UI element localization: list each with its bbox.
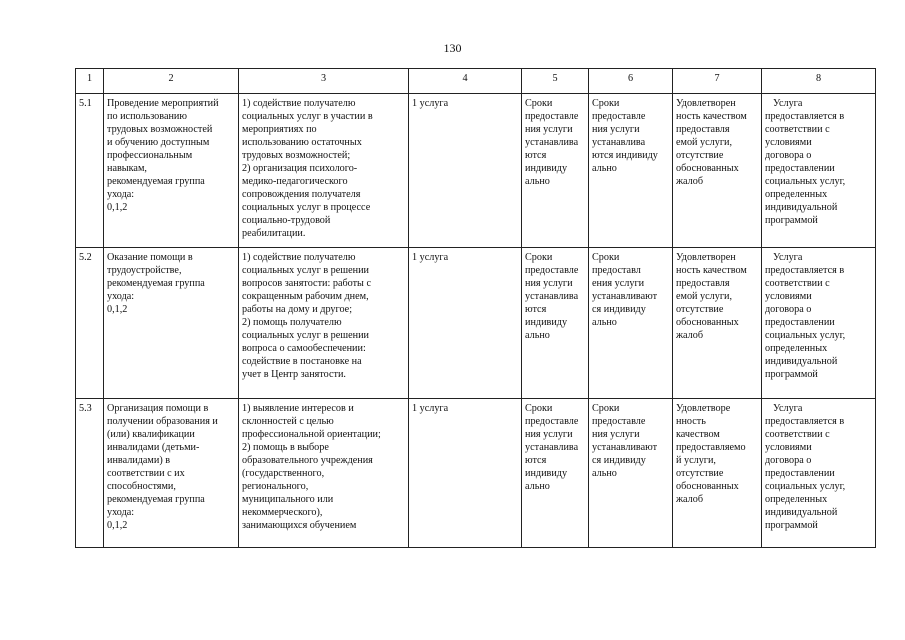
cell-text-line: учет в Центр занятости. — [242, 369, 346, 380]
cell-text-line: мероприятиях по — [242, 124, 317, 135]
row-number-cell: 5.2 — [76, 248, 104, 399]
cell-text-line: вопросов занятости: работы с — [242, 278, 371, 289]
cell-text-line: (или) квалификации — [107, 429, 195, 440]
cell-text-line: индивидуальной — [765, 202, 838, 213]
cell-text-line: емой услуги, — [676, 137, 733, 148]
cell-text-line: ния услуги — [525, 124, 573, 135]
cell-text-line: ния услуги — [525, 278, 573, 289]
cell-text-line: условиями — [765, 291, 812, 302]
service-content-cell — [239, 399, 409, 548]
cell-text-line: склонностей с целью — [242, 416, 334, 427]
cell-text-line: Проведение мероприятий — [107, 98, 219, 109]
service-term-cell — [522, 94, 589, 248]
table-row — [76, 248, 876, 399]
service-condition-cell — [762, 94, 876, 248]
cell-text-line: ально — [592, 317, 617, 328]
cell-text-line: предоставле — [525, 265, 579, 276]
cell-text-line: получении образования и — [107, 416, 218, 427]
cell-text-line: сопровождения получателя — [242, 189, 361, 200]
cell-text-line: по использованию — [107, 111, 187, 122]
cell-text-line: профессиональной ориентации; — [242, 429, 381, 440]
cell-text-line: предоставлении — [765, 317, 835, 328]
cell-text-line: ются — [525, 455, 547, 466]
service-volume-cell — [409, 94, 522, 248]
cell-text-line: предоставляется в — [765, 111, 845, 122]
quality-indicator-cell — [673, 399, 762, 548]
cell-text-line: Сроки — [592, 403, 620, 414]
cell-text-line: социально-трудовой — [242, 215, 331, 226]
quality-indicator-cell — [673, 248, 762, 399]
cell-text-line: й услуги, — [676, 455, 716, 466]
cell-text-line: Услуга — [773, 403, 803, 414]
header-cell: 6 — [589, 69, 673, 94]
cell-text-line: отсутствие — [676, 468, 724, 479]
cell-text-line: профессиональным — [107, 150, 193, 161]
cell-text-line: социальных услуг, — [765, 330, 846, 341]
cell-text-line: предоставл — [592, 265, 641, 276]
cell-text-line: работы на дому и другое; — [242, 304, 353, 315]
cell-text-line: ются — [525, 150, 547, 161]
cell-text-line: 2) помощь получателю — [242, 317, 342, 328]
cell-text-line: Сроки — [525, 98, 553, 109]
cell-text-line: сокращенным рабочим днем, — [242, 291, 369, 302]
cell-text-line: определенных — [765, 494, 828, 505]
cell-text-line: 1 услуга — [412, 252, 449, 263]
service-condition-cell — [762, 248, 876, 399]
header-cell: 7 — [673, 69, 762, 94]
cell-text-line: предоставляется в — [765, 416, 845, 427]
cell-text-line: индивиду — [525, 317, 568, 328]
cell-text-line: ухода: — [107, 189, 135, 200]
cell-text-line: ность качеством — [676, 111, 747, 122]
cell-text-line: 0,1,2 — [107, 520, 128, 531]
cell-text-line: способностями, — [107, 481, 176, 492]
service-condition-cell — [762, 399, 876, 548]
cell-text-line: трудовых возможностей — [107, 124, 213, 135]
cell-text-line: ально — [592, 163, 617, 174]
service-deadline-cell — [589, 248, 673, 399]
cell-text-line: предоставле — [592, 111, 646, 122]
cell-text-line: определенных — [765, 189, 828, 200]
cell-text-line: устанавлива — [525, 442, 579, 453]
cell-text-line: предоставлении — [765, 468, 835, 479]
cell-text-line: жалоб — [676, 176, 704, 187]
cell-text-line: ально — [525, 330, 550, 341]
cell-text-line: рекомендуемая группа — [107, 278, 205, 289]
cell-text-line: муниципального или — [242, 494, 334, 505]
cell-text-line: Услуга — [773, 252, 803, 263]
cell-text-line: обоснованных — [676, 163, 739, 174]
cell-text-line: Удовлетворен — [676, 98, 736, 109]
cell-text-line: условиями — [765, 137, 812, 148]
cell-text-line: 1 услуга — [412, 403, 449, 414]
cell-text-line: ются — [525, 304, 547, 315]
cell-text-line: 0,1,2 — [107, 202, 128, 213]
cell-text-line: ально — [525, 481, 550, 492]
cell-text-line: индивиду — [525, 163, 568, 174]
cell-text-line: соответствии с — [765, 124, 830, 135]
header-cell: 4 — [409, 69, 522, 94]
cell-text-line: обоснованных — [676, 481, 739, 492]
header-cell: 5 — [522, 69, 589, 94]
cell-text-line: ально — [592, 468, 617, 479]
cell-text-line: устанавлива — [592, 137, 646, 148]
cell-text-line: инвалидами (детьми- — [107, 442, 200, 453]
cell-text-line: ются индивиду — [592, 150, 658, 161]
cell-text-line: и обучению доступным — [107, 137, 210, 148]
cell-text-line: договора о — [765, 304, 812, 315]
cell-text-line: ухода: — [107, 291, 135, 302]
table-row — [76, 399, 876, 548]
service-volume-cell — [409, 399, 522, 548]
header-cell: 3 — [239, 69, 409, 94]
cell-text-line: ся индивиду — [592, 455, 646, 466]
cell-text-line: качеством — [676, 429, 720, 440]
cell-text-line: программой — [765, 215, 818, 226]
cell-text-line: ность качеством — [676, 265, 747, 276]
cell-text-line: предоставля — [676, 278, 730, 289]
cell-text-line: регионального, — [242, 481, 309, 492]
cell-text-line: предоставле — [525, 416, 579, 427]
header-row — [76, 69, 876, 94]
cell-text-line: индивиду — [525, 468, 568, 479]
cell-text-line: социальных услуг в решении — [242, 265, 370, 276]
cell-text-line: предоставле — [525, 111, 579, 122]
cell-text-line: рекомендуемая группа — [107, 176, 205, 187]
cell-text-line: устанавливают — [592, 442, 658, 453]
cell-text-line: индивидуальной — [765, 507, 838, 518]
service-name-cell — [104, 248, 239, 399]
cell-text-line: отсутствие — [676, 150, 724, 161]
cell-text-line: определенных — [765, 343, 828, 354]
row-number-cell: 5.1 — [76, 94, 104, 248]
services-table — [75, 68, 876, 548]
cell-text-line: ния услуги — [592, 124, 640, 135]
cell-text-line: использованию остаточных — [242, 137, 362, 148]
cell-text-line: условиями — [765, 442, 812, 453]
service-content-cell — [239, 248, 409, 399]
cell-text-line: 1) содействие получателю — [242, 98, 356, 109]
cell-text-line: соответствии с — [765, 278, 830, 289]
cell-text-line: 2) организация психолого- — [242, 163, 358, 174]
cell-text-line: предоставляемо — [676, 442, 746, 453]
cell-text-line: обоснованных — [676, 317, 739, 328]
cell-text-line: ния услуги — [592, 429, 640, 440]
cell-text-line: инвалидами) в — [107, 455, 171, 466]
cell-text-line: рекомендуемая группа — [107, 494, 205, 505]
cell-text-line: вопроса о самообеспечении: — [242, 343, 366, 354]
cell-text-line: предоставле — [592, 416, 646, 427]
cell-text-line: 1) выявление интересов и — [242, 403, 354, 414]
cell-text-line: занимающихся обучением — [242, 520, 357, 531]
cell-text-line: договора о — [765, 455, 812, 466]
table-row — [76, 94, 876, 248]
service-content-cell — [239, 94, 409, 248]
cell-text-line: жалоб — [676, 330, 704, 341]
cell-text-line: 0,1,2 — [107, 304, 128, 315]
cell-text-line: (государственного, — [242, 468, 325, 479]
cell-text-line: Оказание помощи в — [107, 252, 193, 263]
header-cell: 1 — [76, 69, 104, 94]
cell-text-line: устанавлива — [525, 291, 579, 302]
cell-text-line: ния услуги — [525, 429, 573, 440]
header-cell: 2 — [104, 69, 239, 94]
service-volume-cell — [409, 248, 522, 399]
cell-text-line: медико-педагогического — [242, 176, 348, 187]
cell-text-line: образовательного учреждения — [242, 455, 373, 466]
cell-text-line: программой — [765, 520, 818, 531]
cell-text-line: социальных услуг, — [765, 481, 846, 492]
cell-text-line: 1) содействие получателю — [242, 252, 356, 263]
cell-text-line: Удовлетворен — [676, 252, 736, 263]
cell-text-line: ся индивиду — [592, 304, 646, 315]
cell-text-line: навыкам, — [107, 163, 147, 174]
service-term-cell — [522, 248, 589, 399]
cell-text-line: ухода: — [107, 507, 135, 518]
cell-text-line: Услуга — [773, 98, 803, 109]
cell-text-line: 1 услуга — [412, 98, 449, 109]
cell-text-line: жалоб — [676, 494, 704, 505]
cell-text-line: нность — [676, 416, 706, 427]
cell-text-line: социальных услуг, — [765, 176, 846, 187]
cell-text-line: Сроки — [592, 98, 620, 109]
cell-text-line: устанавлива — [525, 137, 579, 148]
cell-text-line: соответствии с их — [107, 468, 185, 479]
cell-text-line: ально — [525, 176, 550, 187]
quality-indicator-cell — [673, 94, 762, 248]
cell-text-line: предоставлении — [765, 163, 835, 174]
cell-text-line: договора о — [765, 150, 812, 161]
cell-text-line: Сроки — [592, 252, 620, 263]
cell-text-line: программой — [765, 369, 818, 380]
service-name-cell — [104, 94, 239, 248]
cell-text-line: некоммерческого), — [242, 507, 323, 518]
header-cell: 8 — [762, 69, 876, 94]
cell-text-line: реабилитации. — [242, 228, 306, 239]
cell-text-line: предоставляется в — [765, 265, 845, 276]
cell-text-line: содействие в постановке на — [242, 356, 362, 367]
cell-text-line: емой услуги, — [676, 291, 733, 302]
row-number-cell: 5.3 — [76, 399, 104, 548]
cell-text-line: Удовлетворе — [676, 403, 731, 414]
cell-text-line: Организация помощи в — [107, 403, 209, 414]
cell-text-line: 2) помощь в выборе — [242, 442, 329, 453]
cell-text-line: социальных услуг в процессе — [242, 202, 371, 213]
cell-text-line: устанавливают — [592, 291, 658, 302]
cell-text-line: предоставля — [676, 124, 730, 135]
cell-text-line: социальных услуг в участии в — [242, 111, 373, 122]
cell-text-line: отсутствие — [676, 304, 724, 315]
service-term-cell — [522, 399, 589, 548]
cell-text-line: Сроки — [525, 252, 553, 263]
service-deadline-cell — [589, 94, 673, 248]
cell-text-line: Сроки — [525, 403, 553, 414]
page-number: 130 — [443, 41, 462, 55]
cell-text-line: трудовых возможностей; — [242, 150, 351, 161]
cell-text-line: социальных услуг в решении — [242, 330, 370, 341]
service-deadline-cell — [589, 399, 673, 548]
cell-text-line: соответствии с — [765, 429, 830, 440]
cell-text-line: трудоустройстве, — [107, 265, 182, 276]
cell-text-line: ения услуги — [592, 278, 645, 289]
service-name-cell — [104, 399, 239, 548]
cell-text-line: индивидуальной — [765, 356, 838, 367]
